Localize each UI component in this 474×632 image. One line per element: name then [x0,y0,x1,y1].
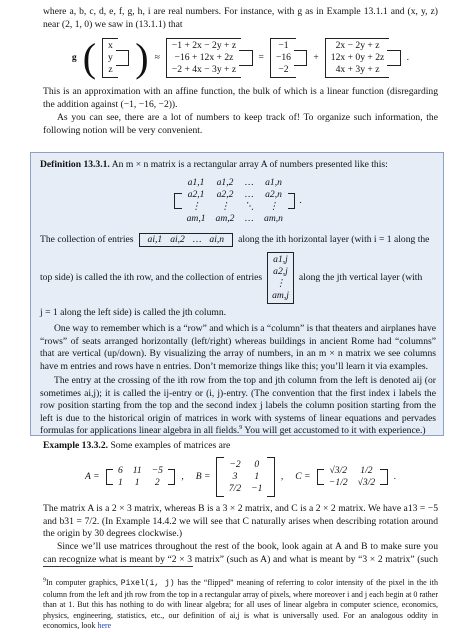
row-definition: The collection of entries ai,1 ai,2 … ai,n along the ith horizontal layer (with i = 1 along the [40,231,436,249]
row-entry: ai,n [209,233,225,245]
footnote-ref[interactable]: 9 [239,425,243,432]
notion-paragraph: As you can see, there are a lot of numbers to keep track of! To organize such information, the following notion will be very convenient. [43,112,438,136]
column-entry: a1,j [273,254,288,265]
column-entry: am,j [272,290,289,301]
matrix-entry: 2 [154,477,160,488]
function-g: g [71,51,77,63]
matrix-entry: 1 [117,477,123,488]
matrix-row [182,201,288,213]
matrix-row [224,483,268,495]
closing-paragraph: Since we’ll use matrices throughout the rest of the book, look again at A and B to make sure you can recognize what is meant by “2 × 3 matrix” (such as A) and what is meant by “3 × 2 matrix” (such [43,541,438,565]
definition-heading: Definition 13.3.1. [40,159,110,170]
matrix-row [113,465,168,477]
vector-entry: 2x − 2y + z [335,40,380,51]
code-pixel: Pixel(i, j) [120,579,175,588]
matrix-row [113,477,168,489]
matrix-row [182,177,288,189]
matrix-row [224,459,268,471]
matrix-entry: am,n [264,213,283,224]
affine-vector [166,38,241,78]
footnote-rule [43,566,193,567]
matrix-entry: −1 [251,483,263,494]
input-vector-right [116,50,129,67]
matrix-entry: a2,1 [187,189,205,200]
column-entry: a2,j [273,266,288,277]
example-matrices: A = 6 11 −5 1 1 2 , B = −2 0 3 1 7/2 −1 , C = √3/2 1/2 −1/2 √3/2 . [43,455,438,499]
matrix-row [182,213,288,225]
vector-entry: z [108,64,113,75]
generic-matrix-table [182,177,288,225]
vector-entry: y [108,52,113,63]
vector-entry: −2 + 4x − 3y + z [171,64,237,75]
matrix-entry: ⋮ [220,201,230,212]
right-paren: ) [135,35,149,80]
vector-entry: −1 + 2x − 2y + z [171,40,237,51]
matrix-row [324,465,380,477]
affine-remark: This is an approximation with an affine function, the bulk of which is a linear function (disregarding the addition against (−1, −16, −2)). [43,86,438,110]
matrix-A [113,465,168,489]
vector-entry: 4x + 3y + z [335,64,380,75]
linear-vector [325,38,389,78]
example-heading-line: Example 13.3.2. Some examples of matrices are [43,440,231,451]
matrix-entry: 1 [254,471,260,482]
matrix-entry: −5 [151,465,163,476]
column-definition: top side) is called the ith row, and the collection of entries a1,j a2,j ⋮ am,j along the jth vertical layer (with [40,251,436,305]
matrix-entry: a2,2 [216,189,234,200]
matrix-entry: √3/2 [329,465,348,476]
matrix-row [324,477,380,489]
row-column-mnemonic: One way to remember which is a “row” and which is a “column” is that theaters and airplanes have “rows” of seats arranged horizontally (left/right) whereas buildings in ancient Rome had “columns” that are vertical (up/down). By visualizing the array of numbers, in an m × n matrix we see columns have m entries and rows have n entries. Don’t memorize things like this; you’ll learn it via examples. [40,323,436,372]
matrix-entry: 0 [254,459,260,470]
vector-entry: −16 [275,52,291,63]
example-heading: Example 13.3.2. [43,440,109,451]
matrix-entry: √3/2 [357,477,376,488]
matrix-row [224,471,268,483]
definition-intro: Definition 13.3.1. An m × n matrix is a rectangular array A of numbers presented like this: [40,159,388,170]
approximation-equation: g ( x y z ) ≈ −1 + 2x − 2y + z −16 + 12x + 2z −2 + 4x − 3y + z = −1 −16 −2 + 2x − 2y + z 12x + 0y + 2z 4x + 3y + z . [71,35,410,80]
matrix-B [224,459,268,495]
matrix-entry: a1,1 [187,177,205,188]
matrix-C [324,465,380,489]
matrix-entry: … [244,177,254,188]
matrix-entry: 11 [132,465,142,476]
equals-symbol: = [258,51,264,63]
left-paren: ( [82,35,97,80]
matrix-entry: ⋱ [244,201,255,212]
matrix-entry: 1 [134,477,140,488]
row-entry: ai,2 [170,233,185,245]
approx-symbol: ≈ [154,51,160,63]
matrix-entry: … [244,189,254,200]
matrix-entry: … [244,213,254,224]
matrix-entry: a1,n [265,177,282,188]
matrix-entry: a2,n [265,189,282,200]
matrix-entry: am,2 [215,213,235,224]
matrix-entry: am,1 [186,213,206,224]
row-entry: … [192,233,202,245]
definition-box [30,152,444,436]
constant-vector [270,38,296,78]
example-explanation: The matrix A is a 2 × 3 matrix, whereas B is a 3 × 2 matrix, and C is a 2 × 2 matrix. We have a13 = −5 and b31 = 7/2. (In Example 14.4.2 we will see that C naturally arises when describing rotation around the origin by 30 degrees clockwise.) [43,503,438,540]
row-entry: ai,1 [147,233,163,245]
column-vector [267,252,294,304]
footnote: $^9$In computer graphics, Pixel(i, j) has the “flipped” meaning of referring to color intensity of the pixel in the ith column from the left and jth row from the top in a rectangular array of pixels, where moreover i and j each begin at 0 rather than at 1. But this has nothing to do with linear algebra; for all uses of linear algebra in computer science, economics, physics, engineering, statistics, etc., our definition of ai,j is what is universally used. For an analogous oddity in economics, look here [43,577,439,630]
matrix-entry: 3 [232,471,238,482]
generic-matrix: a1,1 a1,2 … a1,n a2,1 a2,2 … a2,n ⋮ ⋮ ⋱ ⋮ am,1 am,2 … am,n . [40,173,436,229]
plus-symbol: + [313,51,319,63]
row-vector [139,233,234,248]
vector-entry: x [108,40,113,51]
column-definition-tail: j = 1 along the left side) is called the jth column. [40,307,227,318]
entry-convention: The entry at the crossing of the ith row from the top and jth column from the left is denoted aij (or sometimes ai,j); it is called the ij-entry or (i, j)-entry. (The convention that the first index i labels the row position starting from the top and the second index j labels the column position starting from the left is due to the historical origin of matrices in work with systems of linear equations and pervades formulas for applications linear algebra in all fields.$^9$ You will get accustomed to it with experience.) [40,375,436,437]
intro-paragraph: where a, b, c, d, e, f, g, h, i are real numbers. For instance, with g as in Example 13.1.1 and (x, y, z) near (2, 1, 0) we saw in (13.1.1) that [43,6,438,30]
matrix-entry: −2 [229,459,241,470]
matrix-entry: ⋮ [191,201,201,212]
footnote-link-here[interactable]: here [97,621,112,630]
matrix-row [182,189,288,201]
column-entry: ⋮ [275,278,286,289]
vector-entry: 12x + 0y + 2z [330,52,385,63]
matrix-entry: ⋮ [268,201,279,212]
vector-entry: −1 [278,40,289,51]
matrix-entry: −1/2 [328,477,348,488]
matrix-entry: 7/2 [228,483,242,494]
vector-entry: −2 [278,64,289,75]
matrix-entry: 1/2 [360,465,373,476]
matrix-entry: a1,2 [216,177,234,188]
matrix-entry: 6 [117,465,123,476]
vector-entry: −16 + 12x + 2z [174,52,234,63]
